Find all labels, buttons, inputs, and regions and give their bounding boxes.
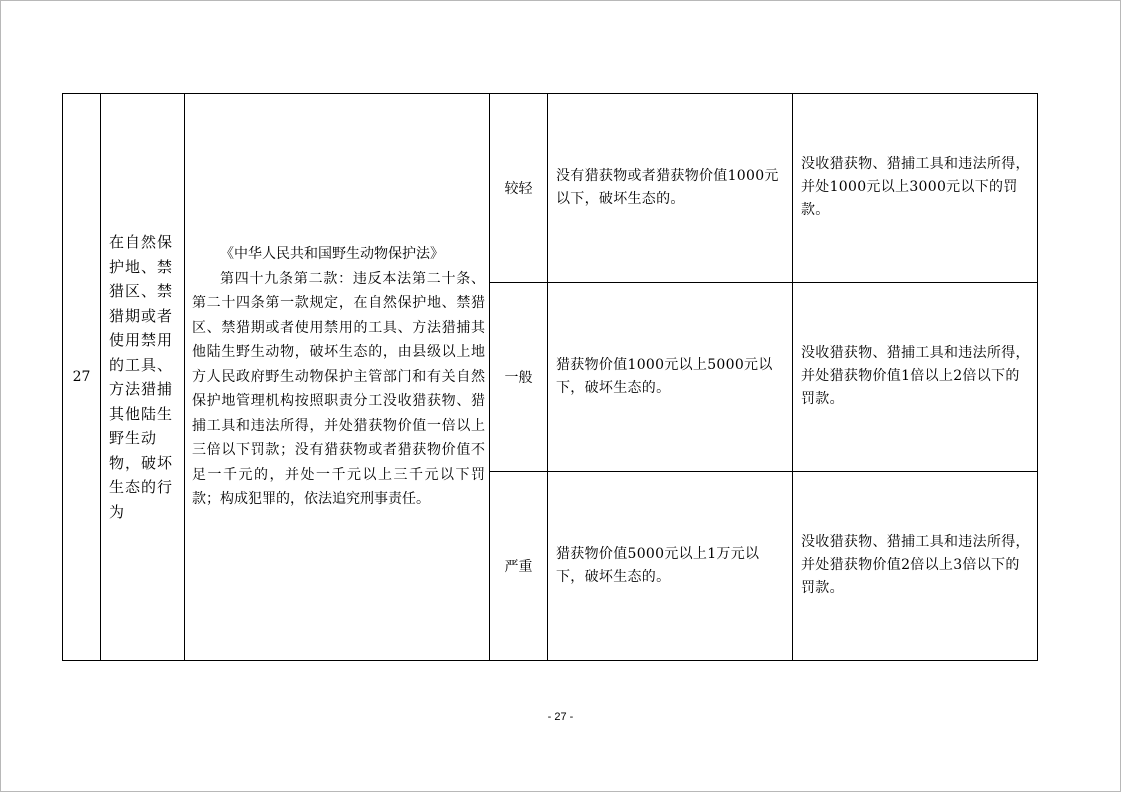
page-number: - 27 - — [547, 711, 574, 723]
penalty-cell — [793, 471, 1038, 660]
level-cell — [490, 94, 548, 283]
law-title: 《中华人民共和国野生动物保护法》 — [220, 246, 444, 263]
level-cell — [490, 471, 548, 660]
condition-cell — [548, 471, 793, 660]
level-label: 较轻 — [504, 180, 533, 197]
table-row — [63, 94, 1038, 283]
penalty-text: 没收猎获物、猎捕工具和违法所得，并处1000元以上3000元以下的罚款。 — [801, 156, 1030, 219]
condition-text: 没有猎获物或者猎获物价值1000元以下，破坏生态的。 — [556, 167, 779, 207]
legal-basis-cell — [185, 94, 490, 661]
condition-cell — [548, 282, 793, 471]
level-label: 一般 — [504, 369, 533, 386]
penalty-standard-table — [62, 93, 1038, 661]
condition-text: 猎获物价值5000元以上1万元以下，破坏生态的。 — [556, 545, 760, 585]
level-label: 严重 — [504, 558, 533, 575]
penalty-text: 没收猎获物、猎捕工具和违法所得，并处猎获物价值2倍以上3倍以下的罚款。 — [801, 534, 1030, 597]
penalty-text: 没收猎获物、猎捕工具和违法所得，并处猎获物价值1倍以上2倍以下的罚款。 — [801, 345, 1030, 408]
penalty-cell — [793, 94, 1038, 283]
condition-cell — [548, 94, 793, 283]
violation-act-text: 在自然保护地、禁猎区、禁猎期或者使用禁用的工具、方法猎捕其他陆生野生动物，破坏生态的行为 — [109, 233, 174, 521]
penalty-cell — [793, 282, 1038, 471]
condition-text: 猎获物价值1000元以上5000元以下，破坏生态的。 — [556, 356, 773, 396]
row-number: 27 — [72, 369, 91, 385]
level-cell — [490, 282, 548, 471]
violation-act-cell — [101, 94, 185, 661]
row-number-cell — [63, 94, 101, 661]
law-body: 第四十九条第二款：违反本法第二十条、第二十四条第一款规定，在自然保护地、禁猎区、禁猎期或者使用禁用的工具、方法猎捕其他陆生野生动物，破坏生态的，由县级以上地方人民政府野生动物保护主管部门和有关自然保护地管理机构按照职责分工没收猎获物、猎捕工具和违法所得，并处猎获物价值一倍以上三倍以下罚款；没有猎获物或者猎获物价值不足一千元的，并处一千元以上三千元以下罚款；构成犯罪的，依法追究刑事责任。 — [192, 270, 485, 508]
